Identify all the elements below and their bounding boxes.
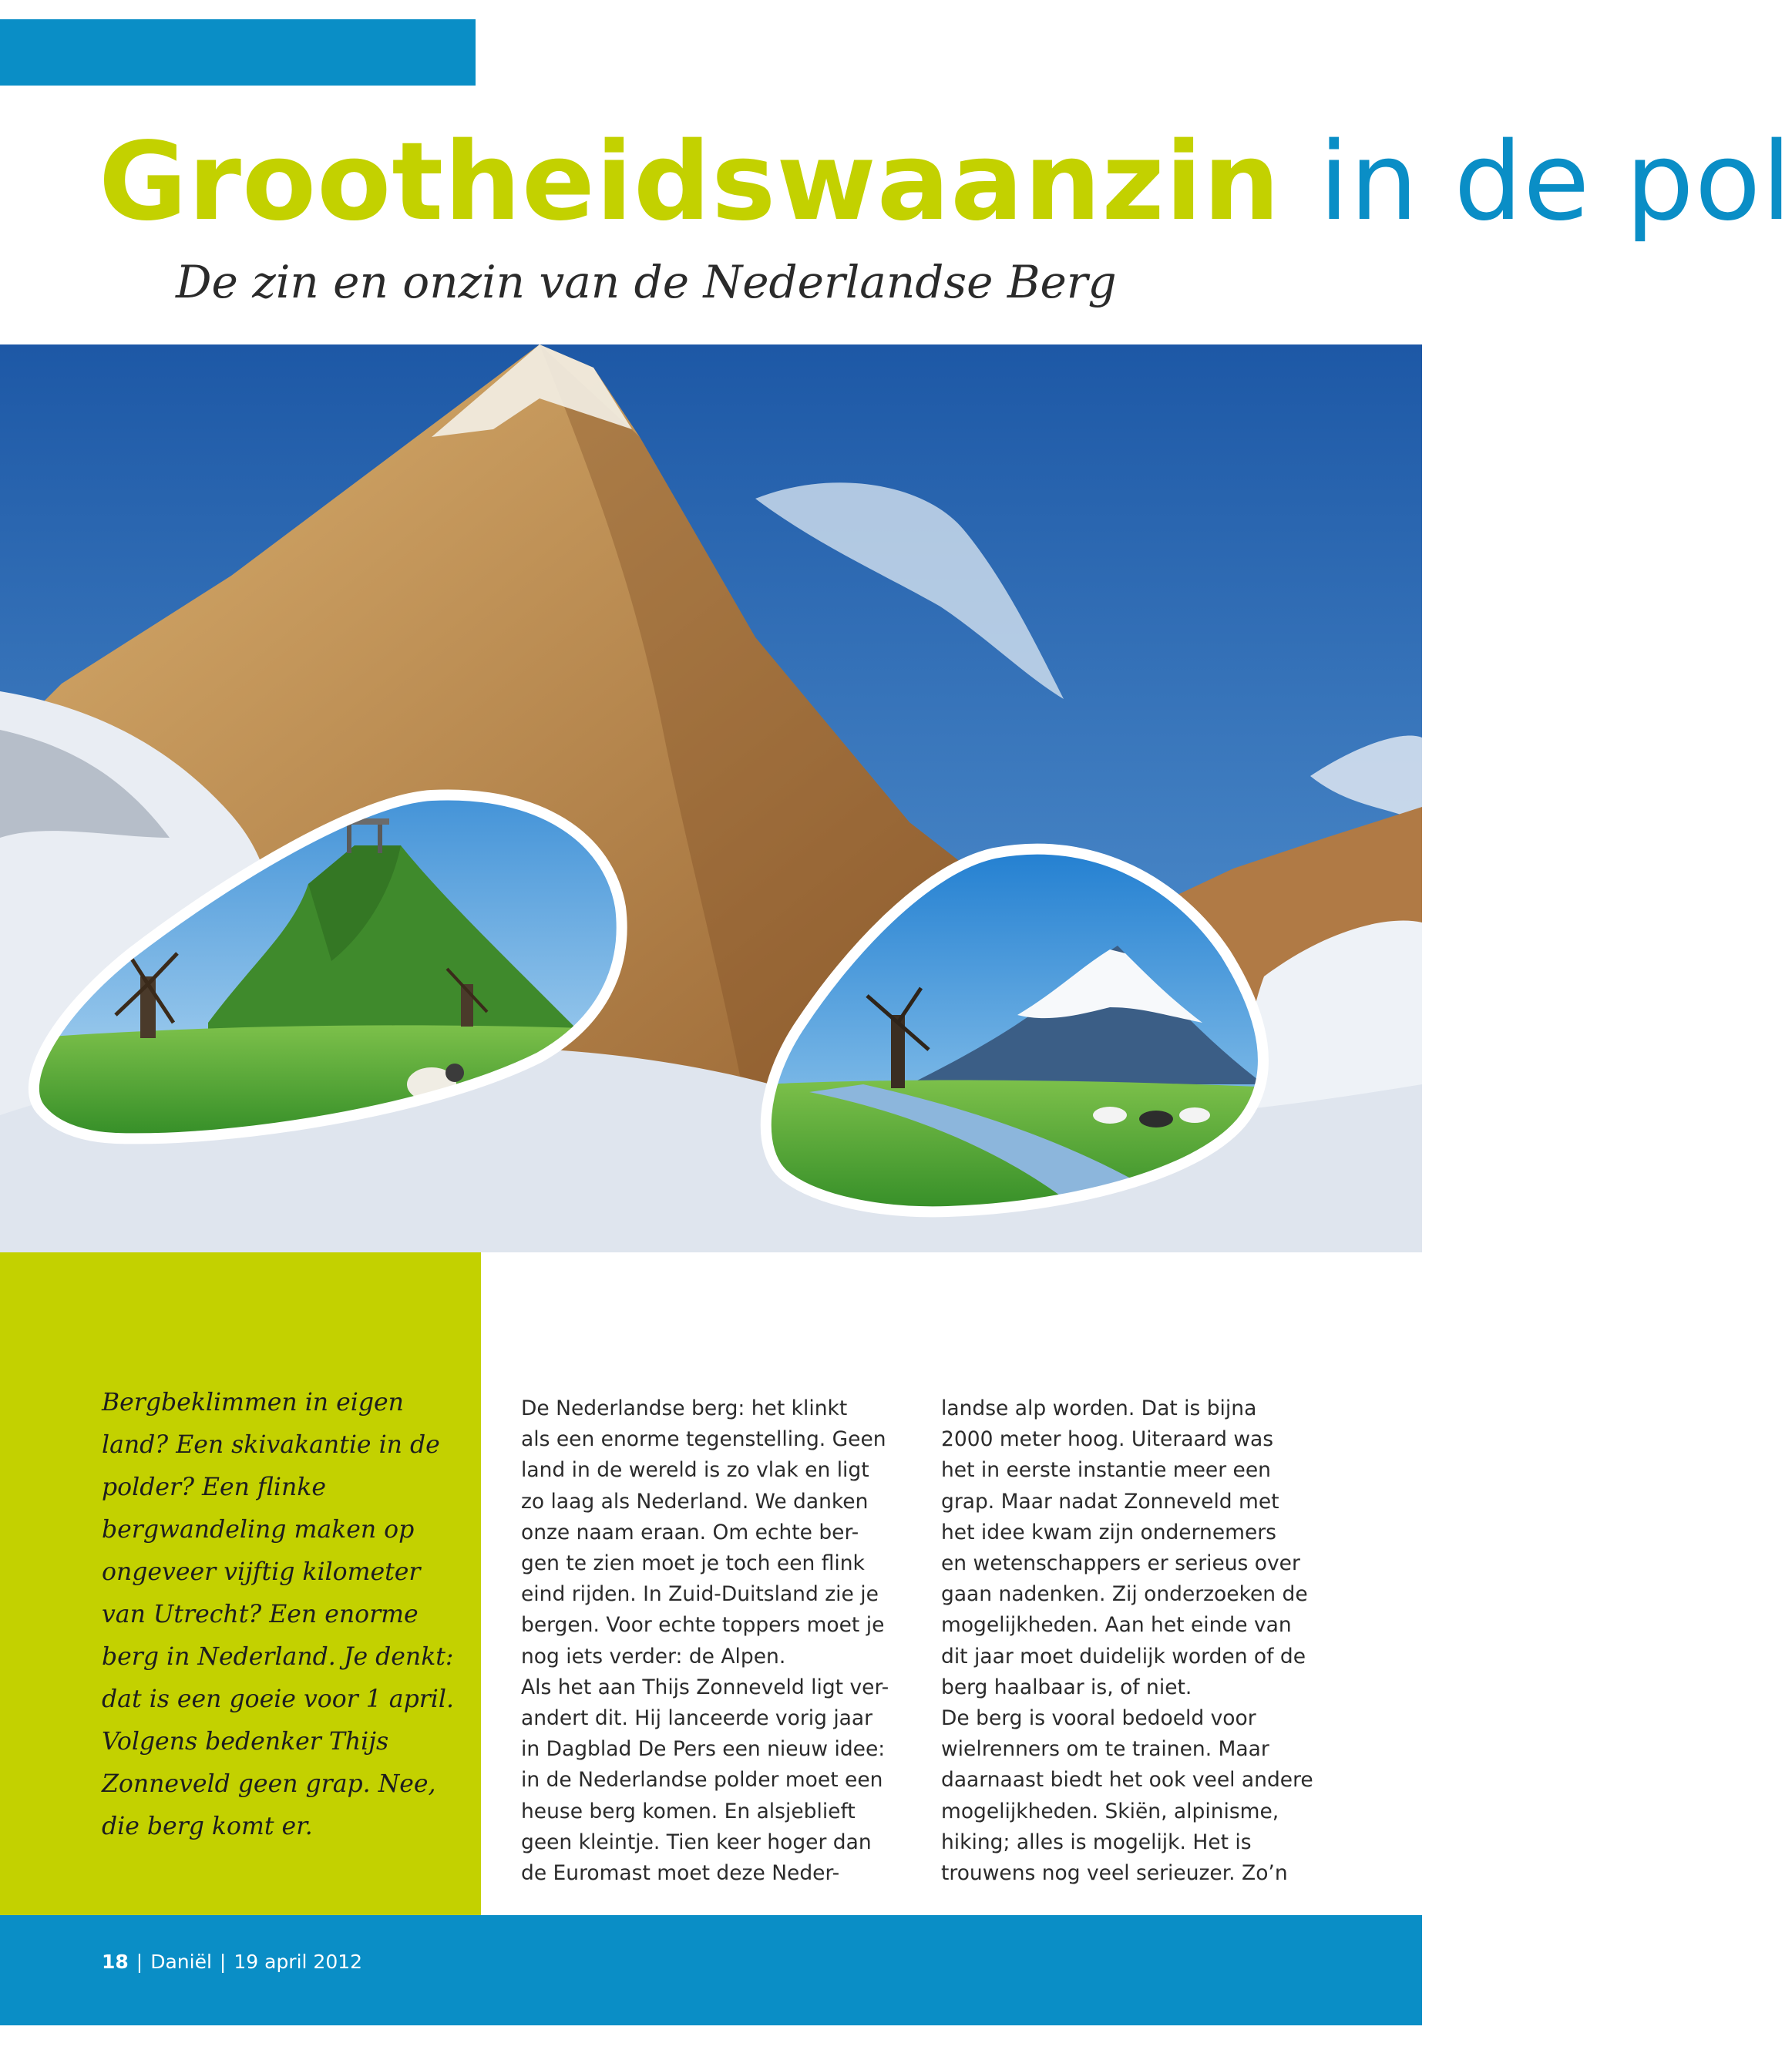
body-line: en wetenschappers er serieus over xyxy=(941,1551,1300,1576)
title-rest: in de pol xyxy=(1319,119,1792,245)
body-line: De Nederlandse berg: het klinkt xyxy=(521,1396,848,1420)
body-line: heuse berg komen. En alsjeblieft xyxy=(521,1799,856,1823)
body-line: dit jaar moet duidelijk worden of de xyxy=(941,1644,1306,1669)
page-number: 18 xyxy=(102,1951,129,1973)
footer-separator-2: | xyxy=(219,1951,227,1973)
body-line: bergen. Voor echte toppers moet je xyxy=(521,1613,885,1638)
body-line: trouwens nog veel serieuzer. Zo’n xyxy=(941,1861,1288,1886)
article-subtitle: De zin en onzin van de Nederlandse Berg xyxy=(176,256,1117,308)
body-line: daarnaast biedt het ook veel andere xyxy=(941,1768,1313,1793)
body-line: landse alp worden. Dat is bijna xyxy=(941,1396,1257,1420)
intro-text: Bergbeklimmen in eigen land? Een skivakantie in de polder? Een flinke bergwandeling maken op ongeveer vijftig kilometer van Utrecht? Een enorme berg in Nederland. Je denkt: dat is een goeie voor 1 april. Volgens bedenker Thijs Zonneveld geen grap. Nee, die berg komt er. xyxy=(102,1389,454,1840)
body-line: de Euromast moet deze Neder- xyxy=(521,1861,840,1886)
footer-separator: | xyxy=(136,1951,143,1973)
body-line: onze naam eraan. Om echte ber- xyxy=(521,1520,859,1544)
body-line: nog iets verder: de Alpen. xyxy=(521,1644,786,1669)
body-line: het in eerste instantie meer een xyxy=(941,1458,1271,1483)
body-column-1 xyxy=(521,1393,922,1889)
body-line: eind rijden. In Zuid-Duitsland zie je xyxy=(521,1582,879,1607)
issue-date: 19 april 2012 xyxy=(234,1951,363,1973)
body-line: gen te zien moet je toch een flink xyxy=(521,1551,865,1576)
body-line: 2000 meter hoog. Uiteraard was xyxy=(941,1427,1274,1452)
body-line: geen kleintje. Tien keer hoger dan xyxy=(521,1830,872,1854)
body-line: in Dagblad De Pers een nieuw idee: xyxy=(521,1737,886,1762)
body-line: zo laag als Nederland. We danken xyxy=(521,1489,869,1514)
publication-name: Daniël xyxy=(150,1951,212,1973)
body-line: gaan nadenken. Zij onderzoeken de xyxy=(941,1582,1308,1607)
title-highlight: Grootheidswaanzin xyxy=(99,119,1281,245)
article-title xyxy=(99,117,1792,248)
hero-photo-collage xyxy=(0,344,1422,1252)
body-line: Als het aan Thijs Zonneveld ligt ver- xyxy=(521,1675,889,1699)
body-line: grap. Maar nadat Zonneveld met xyxy=(941,1489,1279,1514)
body-line: berg haalbaar is, of niet. xyxy=(941,1675,1192,1699)
body-line: mogelijkheden. Aan het einde van xyxy=(941,1613,1292,1638)
body-column-2 xyxy=(941,1393,1373,1889)
body-line: als een enorme tegenstelling. Geen xyxy=(521,1427,886,1452)
body-line: wielrenners om te trainen. Maar xyxy=(941,1737,1269,1762)
body-line: in de Nederlandse polder moet een xyxy=(521,1768,883,1793)
body-line: andert dit. Hij lanceerde vorig jaar xyxy=(521,1706,873,1731)
body-line: het idee kwam zijn ondernemers xyxy=(941,1520,1276,1544)
top-accent-bar xyxy=(0,19,476,86)
body-line: land in de wereld is zo vlak en ligt xyxy=(521,1458,869,1483)
body-line: hiking; alles is mogelijk. Het is xyxy=(941,1830,1252,1854)
body-line: mogelijkheden. Skiën, alpinisme, xyxy=(941,1799,1279,1823)
footer-credit xyxy=(102,1947,362,1978)
body-line: De berg is vooral bedoeld voor xyxy=(941,1706,1256,1731)
